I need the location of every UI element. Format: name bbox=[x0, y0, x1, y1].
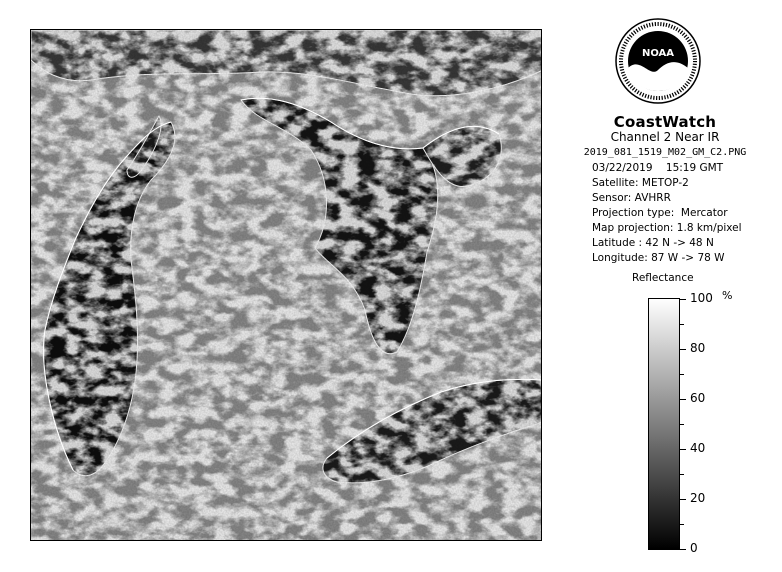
image-grain bbox=[31, 30, 542, 541]
colorbar-tick bbox=[680, 299, 686, 300]
colorbar-tick-label: 80 bbox=[690, 341, 706, 355]
reflectance-colorbar bbox=[648, 298, 680, 550]
colorbar-tick-label: 100 bbox=[690, 291, 713, 305]
colorbar-minor-tick bbox=[680, 324, 684, 325]
legend-unit: % bbox=[722, 289, 733, 302]
map-canvas bbox=[31, 30, 542, 541]
colorbar-tick-label: 0 bbox=[690, 541, 698, 555]
projection-type: Projection type: Mercator bbox=[592, 207, 728, 219]
colorbar-tick bbox=[680, 349, 686, 350]
satellite-info: Satellite: METOP-2 bbox=[592, 177, 689, 189]
colorbar-tick bbox=[680, 499, 686, 500]
map-projection: Map projection: 1.8 km/pixel bbox=[592, 222, 742, 234]
colorbar-minor-tick bbox=[680, 424, 684, 425]
colorbar-minor-tick bbox=[680, 524, 684, 525]
colorbar-tick-label: 60 bbox=[690, 391, 706, 405]
colorbar-tick bbox=[680, 549, 686, 550]
colorbar-minor-tick bbox=[680, 374, 684, 375]
colorbar-tick-label: 20 bbox=[690, 491, 706, 505]
longitude-range: Longitude: 87 W -> 78 W bbox=[592, 252, 725, 264]
date-value: 03/22/2019 bbox=[592, 162, 653, 174]
satellite-image bbox=[30, 29, 542, 541]
legend-title: Reflectance bbox=[632, 272, 694, 284]
colorbar-minor-tick bbox=[680, 474, 684, 475]
date-time bbox=[592, 162, 723, 174]
file-name: 2019_081_1519_M02_GM_C2.PNG bbox=[583, 147, 747, 158]
noaa-logo-icon bbox=[615, 18, 701, 104]
channel-label: Channel 2 Near IR bbox=[610, 130, 720, 144]
colorbar-tick bbox=[680, 399, 686, 400]
brand-title: CoastWatch bbox=[613, 113, 717, 131]
sensor-info: Sensor: AVHRR bbox=[592, 192, 671, 204]
svg-text:NOAA: NOAA bbox=[641, 48, 675, 59]
colorbar-tick-label: 40 bbox=[690, 441, 706, 455]
time-value: 15:19 GMT bbox=[665, 162, 724, 174]
latitude-range: Latitude : 42 N -> 48 N bbox=[592, 237, 714, 249]
colorbar-tick bbox=[680, 449, 686, 450]
